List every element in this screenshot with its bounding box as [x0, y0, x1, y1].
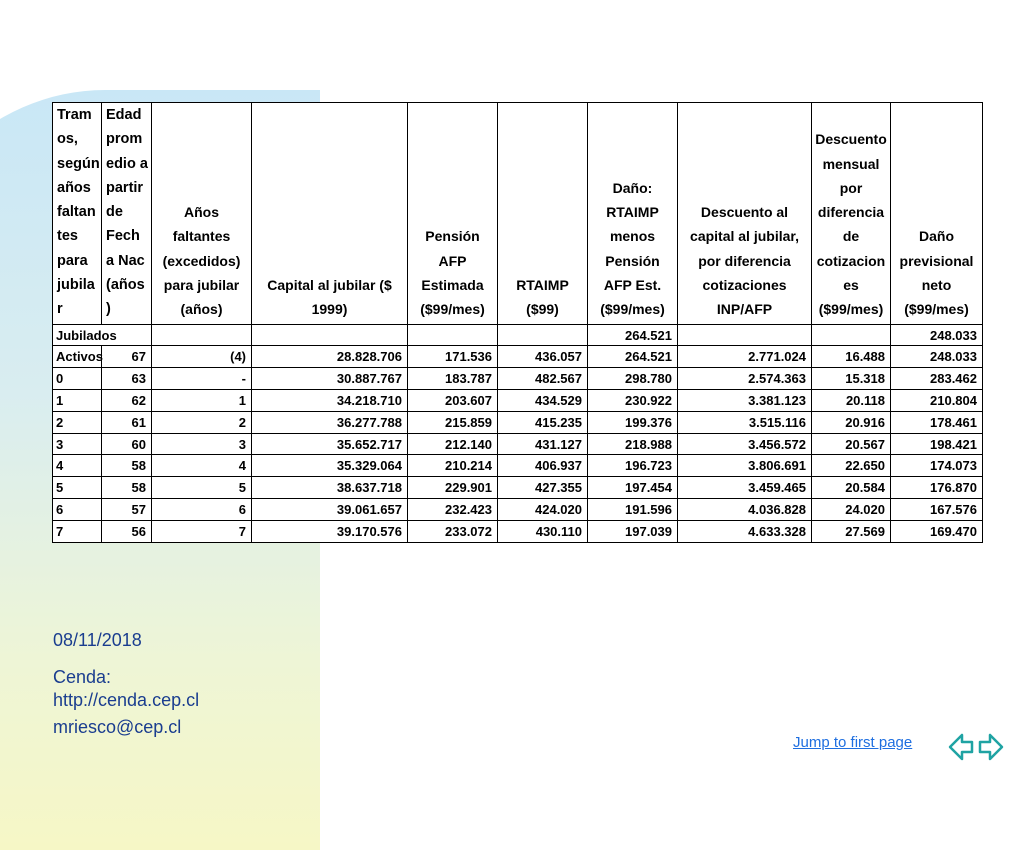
table-cell: 30.887.767 [252, 368, 408, 390]
table-row [53, 520, 983, 542]
table-cell: 183.787 [408, 368, 498, 390]
column-header: Pensión AFP Estimada ($99/mes) [408, 103, 498, 325]
table-cell: 431.127 [498, 433, 588, 455]
table-cell: 15.318 [812, 368, 891, 390]
table-cell: 28.828.706 [252, 346, 408, 368]
table-cell [678, 324, 812, 346]
table-cell: 3.806.691 [678, 455, 812, 477]
table-cell: 203.607 [408, 390, 498, 412]
footer-org: Cenda: [53, 667, 112, 687]
table-cell: 218.988 [588, 433, 678, 455]
table-cell: 38.637.718 [252, 477, 408, 499]
table-cell: 3.515.116 [678, 411, 812, 433]
table-row [53, 477, 983, 499]
table-cell: 212.140 [408, 433, 498, 455]
column-header: Capital al jubilar ($ 1999) [252, 103, 408, 325]
table-cell: 436.057 [498, 346, 588, 368]
table-cell: 36.277.788 [252, 411, 408, 433]
table-cell: 264.521 [588, 346, 678, 368]
table-cell: 7 [152, 520, 252, 542]
table-cell: 6 [152, 499, 252, 521]
table-cell: 230.922 [588, 390, 678, 412]
table-cell [152, 324, 252, 346]
table-cell: 210.804 [891, 390, 983, 412]
table-cell: 248.033 [891, 346, 983, 368]
table-cell: 2 [152, 411, 252, 433]
column-header: Edad prom edio a partir de Fech a Nac (años ) [102, 103, 152, 325]
slide-navigation [948, 730, 1004, 764]
table-cell: 16.488 [812, 346, 891, 368]
table-row [53, 433, 983, 455]
column-header: Años faltantes (excedidos) para jubilar (años) [152, 103, 252, 325]
table-cell: 406.937 [498, 455, 588, 477]
table-cell: 62 [102, 390, 152, 412]
table-cell: 171.536 [408, 346, 498, 368]
table-cell [408, 324, 498, 346]
jubilados-dano-neto: 248.033 [891, 324, 983, 346]
table-cell [498, 324, 588, 346]
table-cell: 4 [152, 455, 252, 477]
table-cell: 210.214 [408, 455, 498, 477]
table-cell: 229.901 [408, 477, 498, 499]
table-cell: 0 [53, 368, 102, 390]
table-cell: 2.771.024 [678, 346, 812, 368]
pension-table [52, 102, 983, 543]
table-cell: 20.584 [812, 477, 891, 499]
header-row [53, 103, 983, 325]
table-cell: 174.073 [891, 455, 983, 477]
column-header: Daño: RTAIMP menos Pensión AFP Est. ($99/mes) [588, 103, 678, 325]
table-row-jubilados [53, 324, 983, 346]
table-cell: 197.454 [588, 477, 678, 499]
table-row [53, 411, 983, 433]
table-cell: 178.461 [891, 411, 983, 433]
column-header: RTAIMP ($99) [498, 103, 588, 325]
table-cell: (4) [152, 346, 252, 368]
table-cell: 232.423 [408, 499, 498, 521]
table-cell: 58 [102, 477, 152, 499]
table-cell: 7 [53, 520, 102, 542]
table-cell [252, 324, 408, 346]
arrow-right-icon[interactable] [980, 735, 1002, 759]
table-cell: 3 [152, 433, 252, 455]
table-cell: 430.110 [498, 520, 588, 542]
table-cell: 39.061.657 [252, 499, 408, 521]
table-cell: 197.039 [588, 520, 678, 542]
table-cell: 60 [102, 433, 152, 455]
table-cell: 169.470 [891, 520, 983, 542]
table-cell: 24.020 [812, 499, 891, 521]
table-cell: 1 [152, 390, 252, 412]
column-header: Daño previsional neto ($99/mes) [891, 103, 983, 325]
table-cell: 3 [53, 433, 102, 455]
table-cell: 20.916 [812, 411, 891, 433]
table-cell: 4.036.828 [678, 499, 812, 521]
table-cell: 196.723 [588, 455, 678, 477]
table-cell: 427.355 [498, 477, 588, 499]
jubilados-dano: 264.521 [588, 324, 678, 346]
table-cell: 215.859 [408, 411, 498, 433]
footer-email: mriesco@cep.cl [53, 717, 182, 737]
table-row [53, 346, 983, 368]
table-cell: 4 [53, 455, 102, 477]
table-row [53, 390, 983, 412]
table-cell: 20.567 [812, 433, 891, 455]
table-cell: 4.633.328 [678, 520, 812, 542]
table-cell: 3.459.465 [678, 477, 812, 499]
table-cell: 199.376 [588, 411, 678, 433]
table-container [52, 102, 982, 543]
table-cell: 56 [102, 520, 152, 542]
table-cell: 424.020 [498, 499, 588, 521]
table-cell: 35.652.717 [252, 433, 408, 455]
table-cell: 1 [53, 390, 102, 412]
jump-to-first-page-link[interactable]: Jump to first page [793, 734, 913, 751]
table-cell: - [152, 368, 252, 390]
footer-url: http://cenda.cep.cl [53, 690, 200, 710]
table-cell: 57 [102, 499, 152, 521]
table-cell: 22.650 [812, 455, 891, 477]
arrow-left-icon[interactable] [950, 735, 972, 759]
table-cell [812, 324, 891, 346]
column-header: Descuento mensual por diferencia de cotizacion es ($99/mes) [812, 103, 891, 325]
table-cell: 2.574.363 [678, 368, 812, 390]
table-cell: 233.072 [408, 520, 498, 542]
table-cell: 482.567 [498, 368, 588, 390]
table-cell: 58 [102, 455, 152, 477]
table-cell: 298.780 [588, 368, 678, 390]
table-row [53, 455, 983, 477]
table-cell: 434.529 [498, 390, 588, 412]
table-cell: 2 [53, 411, 102, 433]
table-cell: 39.170.576 [252, 520, 408, 542]
table-cell: 5 [53, 477, 102, 499]
jubilados-label: Jubilados [53, 324, 152, 346]
table-cell: 176.870 [891, 477, 983, 499]
table-row [53, 499, 983, 521]
table-body [53, 324, 983, 542]
table-cell: 35.329.064 [252, 455, 408, 477]
table-cell: 6 [53, 499, 102, 521]
table-cell: 20.118 [812, 390, 891, 412]
table-cell: 61 [102, 411, 152, 433]
table-cell: 3.456.572 [678, 433, 812, 455]
table-cell: 27.569 [812, 520, 891, 542]
column-header: Descuento al capital al jubilar, por diferencia cotizaciones INP/AFP [678, 103, 812, 325]
table-cell: 34.218.710 [252, 390, 408, 412]
column-header: Tram os, según años faltan tes para jubila r [53, 103, 102, 325]
table-cell: 63 [102, 368, 152, 390]
table-cell: 191.596 [588, 499, 678, 521]
table-cell: 3.381.123 [678, 390, 812, 412]
table-cell: 167.576 [891, 499, 983, 521]
table-cell: 198.421 [891, 433, 983, 455]
table-row [53, 368, 983, 390]
table-cell: 283.462 [891, 368, 983, 390]
table-cell: 67 [102, 346, 152, 368]
table-cell: 415.235 [498, 411, 588, 433]
table-cell: 5 [152, 477, 252, 499]
footer-date: 08/11/2018 [53, 630, 142, 650]
table-cell: Activos [53, 346, 102, 368]
